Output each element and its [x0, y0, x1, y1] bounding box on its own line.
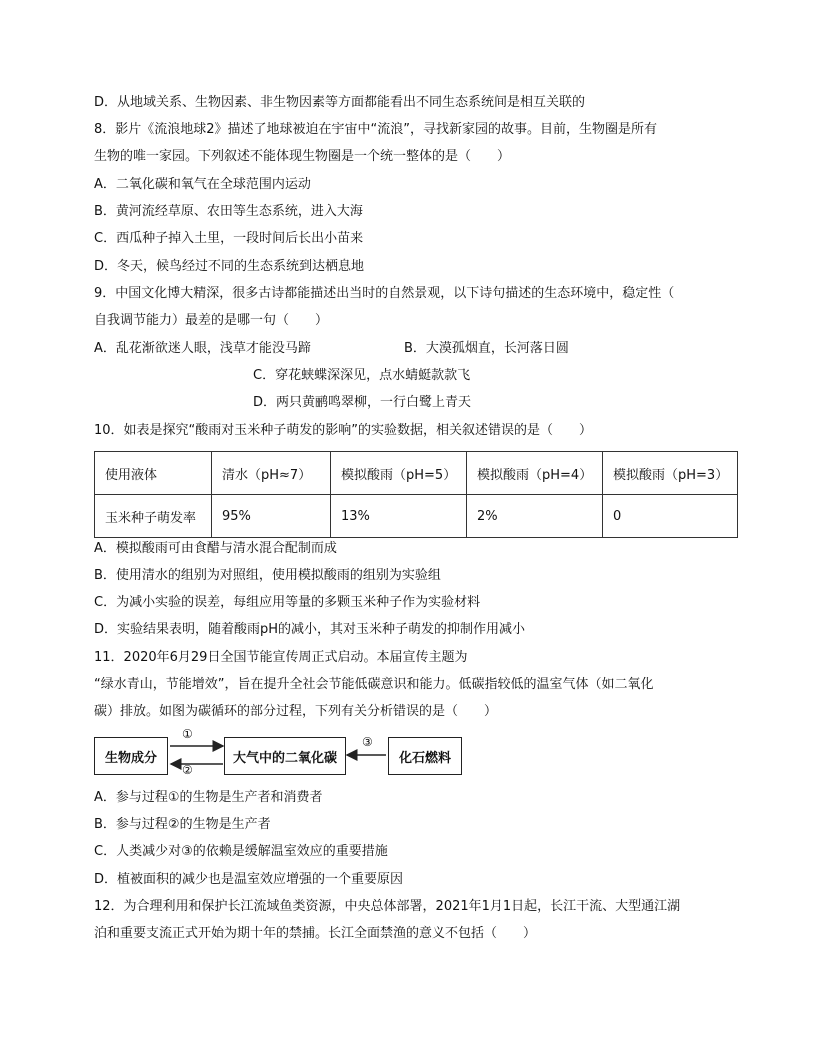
q10-stem: 10．如表是探究“酸雨对玉米种子萌发的影响”的实验数据，相关叙述错误的是（ ） [94, 423, 593, 438]
q8-option-c: C．西瓜种子掉入土里，一段时间后长出小苗来 [94, 231, 364, 246]
q9-option-c: C．穿花蛱蝶深深见，点水蜻蜓款款飞 [253, 368, 471, 383]
q11-stem-line3: 碳）排放。如图为碳循环的部分过程，下列有关分析错误的是（ ） [94, 704, 498, 719]
q11-option-d: D．植被面积的减少也是温室效应增强的一个重要原因 [94, 872, 404, 887]
q10-option-a: A．模拟酸雨可由食醋与清水混合配制而成 [94, 541, 337, 556]
q8-stem-line1: 8．影片《流浪地球2》描述了地球被迫在宇宙中“流浪”，寻找新家园的故事。目前，生物圈是所有 [94, 122, 658, 137]
table-cell: 模拟酸雨（pH=5） [331, 452, 467, 495]
q11-stem-line2: “绿水青山，节能增效”，旨在提升全社会节能低碳意识和能力。低碳指较低的温室气体（如二氧化 [94, 677, 654, 692]
q9-option-d: D．两只黄鹂鸣翠柳，一行白鹭上青天 [253, 395, 472, 410]
q10-option-d: D．实验结果表明，随着酸雨pH的减小，其对玉米种子萌发的抑制作用减小 [94, 622, 526, 637]
table-cell: 使用液体 [95, 452, 212, 495]
table-cell: 0 [603, 495, 738, 538]
q8-option-d: D．冬天，候鸟经过不同的生态系统到达栖息地 [94, 259, 365, 274]
table-row [95, 495, 738, 538]
q9-option-a: A．乱花渐欲迷人眼，浅草才能没马蹄 [94, 341, 311, 356]
q11-stem-line1: 11．2020年6月29日全国节能宣传周正式启动。本届宣传主题为 [94, 650, 468, 665]
q7-option-d: D．从地域关系、生物因素、非生物因素等方面都能看出不同生态系统间是相互关联的 [94, 95, 586, 110]
experiment-table [94, 451, 738, 538]
table-cell: 模拟酸雨（pH=3） [603, 452, 738, 495]
q10-option-c: C．为减小实验的误差，每组应用等量的多颗玉米种子作为实验材料 [94, 595, 481, 610]
q11-option-a: A．参与过程①的生物是生产者和消费者 [94, 790, 323, 805]
carbon-cycle-diagram [94, 727, 474, 783]
table-header-row [95, 452, 738, 495]
bio-component-box: 生物成分 [94, 737, 168, 775]
table-cell: 清水（pH≈7） [212, 452, 331, 495]
process-1-label: ① [182, 727, 193, 741]
table-cell: 玉米种子萌发率 [95, 495, 212, 538]
process-2-label: ② [182, 763, 193, 777]
table-cell: 2% [467, 495, 603, 538]
q9-stem-line1: 9．中国文化博大精深，很多古诗都能描述出当时的自然景观，以下诗句描述的生态环境中，稳定性（ [94, 286, 675, 301]
q9-stem-line2: 自我调节能力）最差的是哪一句（ ） [94, 313, 329, 328]
table-cell: 13% [331, 495, 467, 538]
q8-option-a: A．二氧化碳和氧气在全球范围内运动 [94, 177, 311, 192]
q9-option-b: B．大漠孤烟直，长河落日圆 [404, 341, 569, 356]
q12-stem-line2: 泊和重要支流正式开始为期十年的禁捕。长江全面禁渔的意义不包括（ ） [94, 926, 537, 941]
q8-option-b: B．黄河流经草原、农田等生态系统，进入大海 [94, 204, 363, 219]
q8-stem-line2: 生物的唯一家园。下列叙述不能体现生物圈是一个统一整体的是（ ） [94, 149, 511, 164]
q12-stem-line1: 12．为合理利用和保护长江流域鱼类资源，中央总体部署，2021年1月1日起，长江干流、大型通江湖 [94, 899, 681, 914]
q11-option-c: C．人类减少对③的依赖是缓解温室效应的重要措施 [94, 844, 388, 859]
table-cell: 模拟酸雨（pH=4） [467, 452, 603, 495]
table-cell: 95% [212, 495, 331, 538]
process-3-label: ③ [362, 735, 373, 749]
atmospheric-co2-box: 大气中的二氧化碳 [224, 737, 346, 775]
fossil-fuel-box: 化石燃料 [388, 737, 462, 775]
q10-option-b: B．使用清水的组别为对照组，使用模拟酸雨的组别为实验组 [94, 568, 441, 583]
q11-option-b: B．参与过程②的生物是生产者 [94, 817, 271, 832]
